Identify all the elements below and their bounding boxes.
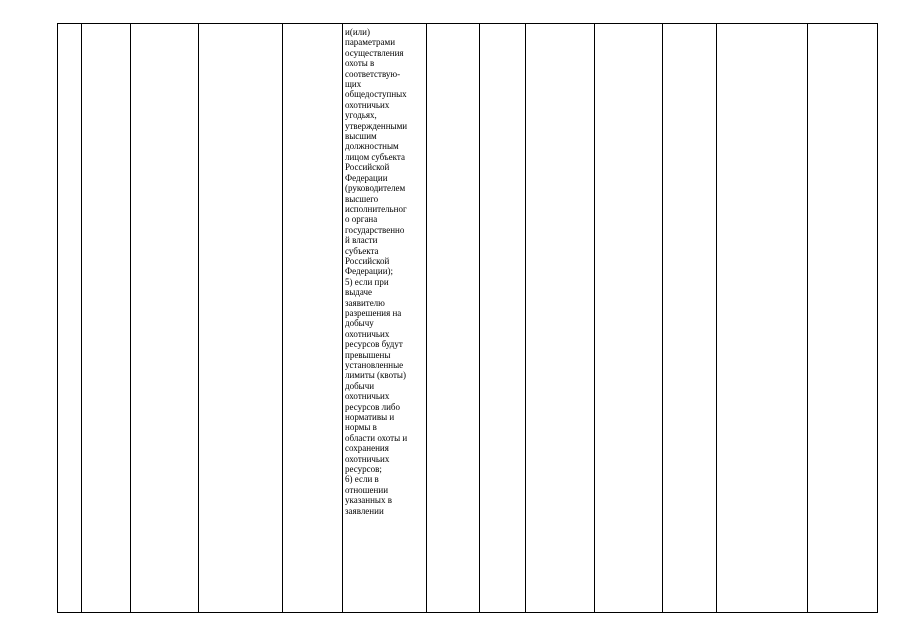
table-cell-col-7 bbox=[427, 24, 480, 613]
table-cell-col-13 bbox=[808, 24, 878, 613]
table-cell-col-11 bbox=[663, 24, 717, 613]
table-cell-col-8 bbox=[480, 24, 526, 613]
regulation-table bbox=[57, 23, 878, 613]
table-cell-col-12 bbox=[717, 24, 808, 613]
table-cell-col-4 bbox=[199, 24, 283, 613]
refusal-grounds-text: и(или) параметрами осуществления охоты в соответствую- щих общедоступных охотничьих угодьях, утвержденными высшим должностным лицом субъекта Российской Федерации (руководителем высшего исполнительног о органа государственно й власти субъекта Российской Федерации); 5) если при выдаче заявителю разрешения на добычу охотничьих ресурсов будут превышены установленные лимиты (квоты) добычи охотничьих ресурсов либо нормативы и нормы в области охоты и сохранения охотничьих ресурсов; 6) если в отношении указанных в заявлении bbox=[345, 27, 408, 516]
table-cell-col-9 bbox=[526, 24, 595, 613]
table-cell-col-3 bbox=[131, 24, 199, 613]
table-cell-col-10 bbox=[595, 24, 663, 613]
table-cell-col-5 bbox=[283, 24, 343, 613]
table-cell-col-1 bbox=[58, 24, 82, 613]
table-row bbox=[58, 24, 878, 613]
table-cell-refusal-grounds bbox=[343, 24, 427, 613]
table-cell-col-2 bbox=[82, 24, 131, 613]
